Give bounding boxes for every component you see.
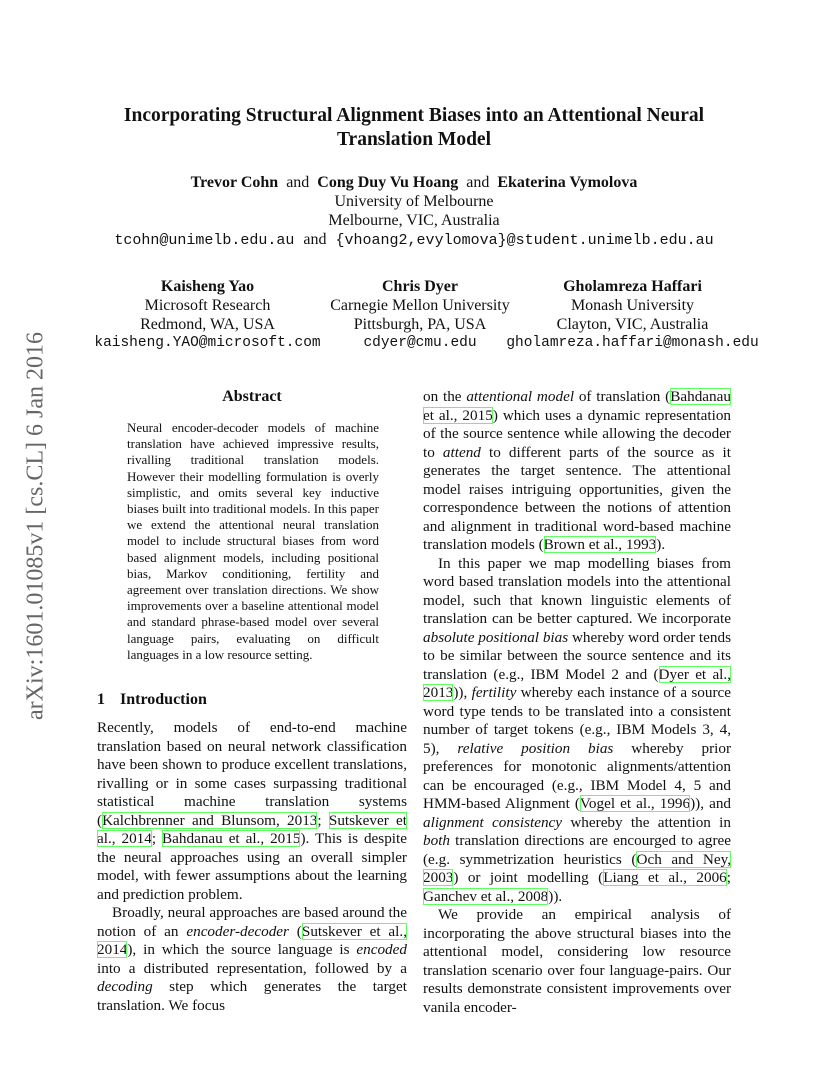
text-run: ( [288, 922, 302, 940]
citation-link[interactable]: Ganchev et al., 2008 [423, 887, 549, 905]
emphasis: relative position bias [457, 739, 614, 757]
paragraph [97, 904, 407, 1015]
text-run: ; [726, 869, 731, 886]
text-run: )). [548, 887, 563, 905]
emphasis: absolute positional bias [423, 628, 569, 646]
author-name: Cong Duy Vu Hoang [317, 174, 459, 191]
text-run: whereby word order tends to be similar between the source sentence and its translation (e.g., IBM Model 2 and ( [423, 628, 731, 683]
citation-link[interactable]: Brown et al., 1993 [543, 536, 657, 553]
emphasis: encoded [356, 941, 407, 959]
text-run: ; [151, 830, 163, 848]
author-affiliation: Carnegie Mellon University [330, 297, 510, 314]
emphasis: both [423, 832, 451, 849]
text-run: )), [453, 684, 472, 701]
author-card [320, 277, 520, 353]
text-run: ). [656, 536, 666, 553]
text-run: Broadly, neural approaches are based around the notion of an [97, 904, 407, 940]
text-run: )), and [690, 795, 732, 812]
text-run: whereby prior preferences for monotonic alignments/attention can be encouraged (e.g., IBM Model 4, 5 and HMM-based Alignment ( [423, 739, 732, 812]
section-number: 1 [97, 691, 105, 709]
emphasis: encoder-decoder [186, 922, 289, 940]
section-heading [97, 691, 407, 709]
text-run: ), in which the source language is [127, 941, 357, 959]
citation-link[interactable]: Dyer et al., 2013 [423, 665, 731, 701]
emphasis: alignment consistency [423, 813, 563, 831]
text-run: ; [317, 811, 329, 829]
emphasis: attend [442, 443, 481, 461]
citation-link[interactable]: Och and Ney, 2003 [423, 850, 731, 886]
author-name: Gholamreza Haffari [563, 278, 702, 295]
arxiv-identifier: arXiv:1601.01085v1 [cs.CL] 6 Jan 2016 [22, 332, 49, 720]
text-run: ) which uses a dynamic representation of the source sentence while allowing the decoder to [423, 406, 732, 461]
text-run: ) or joint modelling ( [453, 869, 604, 886]
text-run: translation directions are encourged to agree (e.g. symmetrization heuristics ( [423, 832, 731, 868]
text-run: of translation ( [574, 388, 671, 405]
author-affiliation: University of Melbourne [334, 193, 494, 210]
author-location: Clayton, VIC, Australia [556, 316, 709, 333]
author-name: Trevor Cohn [190, 174, 279, 191]
citation-link[interactable]: Sutskever et al., 2014 [97, 811, 407, 848]
author-and: and [286, 174, 310, 191]
paragraph [423, 555, 731, 907]
text-run: into a distributed representation, followed by a [97, 959, 407, 977]
text-run: step which generates the target translation. We focus [97, 978, 407, 1014]
paragraph [97, 719, 407, 904]
author-email[interactable]: cdyer@cmu.edu [363, 335, 477, 351]
author-affiliation: Microsoft Research [144, 297, 271, 314]
emphasis: decoding [97, 978, 153, 996]
text-run: Recently, models of end-to-end machine translation based on neural network classification have been shown to produce excellent translations, rivalling or in some cases surpassing traditional statistical machine translation systems ( [97, 719, 407, 829]
paper-title: Incorporating Structural Alignment Biases into an Attentional Neural Translation Model [123, 105, 705, 150]
paragraph [423, 388, 731, 555]
author-name: Chris Dyer [382, 278, 458, 295]
text-run: on the [423, 388, 467, 405]
text-run: whereby the attention in [562, 813, 731, 831]
citation-link[interactable]: Liang et al., 2006 [603, 869, 727, 886]
author-email[interactable]: kaisheng.YAO@microsoft.com [94, 335, 321, 351]
author-block-main [80, 173, 748, 250]
author-email[interactable]: gholamreza.haffari@monash.edu [506, 335, 759, 351]
paragraph: We provide an empirical analysis of incorporating the above structural biases into the attentional model, considering low resource translation scenario over four language-pairs. Our results demonstrate consistent improvements over vanila encoder- [423, 906, 731, 1016]
text-run: In this paper we map modelling biases from word based translation models into the attentional model, such that known linguistic elements of translation can be better captured. We incorporate [423, 554, 731, 627]
left-column [97, 388, 407, 1015]
emphasis: fertility [471, 684, 517, 701]
author-name: Ekaterina Vymolova [497, 174, 638, 191]
abstract-heading: Abstract [222, 388, 282, 405]
author-email[interactable]: tcohn@unimelb.edu.au [114, 232, 295, 249]
citation-link[interactable]: Vogel et al., 1996 [579, 795, 691, 812]
author-and: and [466, 174, 490, 191]
author-card [70, 277, 345, 353]
text-run: ). This is despite the neural approaches using an overall simpler model, with fewer assumptions about the learning and prediction problem. [97, 830, 407, 903]
author-names-line [80, 173, 748, 192]
author-card [495, 277, 770, 353]
abstract-text: Neural encoder-decoder models of machine translation have achieved impressive results, rivalling traditional translation models. However their modelling formulation is overly simplistic, and omits several key inductive biases built into traditional models. In this paper we extend the attentional neural translation model to include structural biases from word based alignment models, including positional bias, Markov conditioning, fertility and agreement over translation directions. We show improvements over a baseline attentional model and standard phrase-based model over several language pairs, evaluating on difficult languages in a low resource setting. [127, 420, 379, 662]
citation-link[interactable]: Kalchbrenner and Blunsom, 2013 [102, 811, 318, 829]
citation-link[interactable]: Bahdanau et al., 2015 [162, 830, 301, 848]
author-location: Melbourne, VIC, Australia [328, 212, 500, 229]
author-location: Pittsburgh, PA, USA [353, 316, 487, 333]
citation-link[interactable]: Sutskever et al., 2014 [97, 922, 407, 959]
author-email[interactable]: {vhoang2,evylomova}@student.unimelb.edu.au [335, 232, 714, 249]
emphasis: attentional model [466, 388, 575, 405]
author-location: Redmond, WA, USA [140, 316, 275, 333]
section-title: Introduction [120, 691, 207, 709]
citation-link[interactable]: Bahdanau et al., 2015 [423, 388, 731, 424]
author-emails [80, 230, 748, 250]
email-and: and [303, 231, 327, 248]
text-run: to different parts of the source as it generates the target sentence. The attentional model raises intriguing opportunities, given the correspondence between the notions of attention and alignment in traditional word-based machine translation models ( [423, 443, 731, 553]
text-run: whereby each instance of a source word type tends to be translated into a consistent number of target tokens (e.g., IBM Models 3, 4, 5), [423, 684, 731, 757]
right-column [423, 388, 731, 1017]
author-name: Kaisheng Yao [160, 278, 255, 295]
author-affiliation: Monash University [570, 297, 695, 314]
